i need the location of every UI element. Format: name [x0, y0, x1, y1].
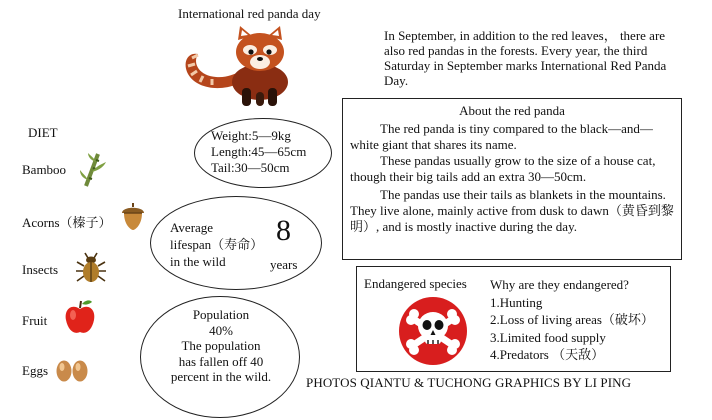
- diet-item-eggs: [22, 363, 48, 379]
- population-text: [160, 307, 282, 385]
- reason-item: 1.Hunting: [490, 294, 543, 310]
- acorn-icon: [119, 201, 147, 231]
- diet-item-bamboo: [22, 162, 66, 178]
- endangered-reasons: [490, 276, 654, 364]
- intro-text: In September, in addition to the red leaves， there are also red pandas in the forests. Every year, the third Saturday in September marks International Red Panda Day.: [384, 28, 667, 88]
- diet-item-acorns: [22, 212, 112, 231]
- about-paragraph-2: These pandas usually grow to the size of a house cat, though their big tails add an extra 30—50cm.: [350, 153, 656, 184]
- population-line-1: The population: [181, 338, 261, 353]
- population-line-2: has fallen off 40: [178, 353, 264, 369]
- lifespan-unit: years: [270, 257, 298, 272]
- stats-text: [211, 128, 306, 176]
- diet-item-label: Bamboo: [22, 162, 67, 177]
- reason-item: 3.Limited food supply: [490, 329, 606, 345]
- lifespan-line-3: in the wild: [170, 254, 226, 269]
- about-paragraph-3: The pandas use their tails as blankets in the mountains. They live alone, mainly active from dusk to dawn（黄昏到黎明）, and is mostly inactive during the day.: [350, 187, 674, 234]
- lifespan-number: 8: [276, 214, 291, 247]
- apple-icon: [63, 298, 97, 336]
- about-title: About the red panda: [459, 103, 565, 118]
- stat-length: Length:45—65cm: [211, 144, 307, 159]
- diet-item-label: Insects: [22, 262, 59, 277]
- lifespan-line-1: Average: [170, 220, 214, 235]
- lifespan-label: [170, 219, 263, 270]
- diet-item-fruit: [22, 313, 47, 329]
- skull-crossbones-icon: [398, 296, 468, 366]
- beetle-icon: [74, 252, 108, 286]
- red-panda-image: [178, 22, 304, 110]
- lifespan-line-2: lifespan（寿命）: [170, 237, 264, 252]
- stat-weight: Weight:5—9kg: [211, 128, 291, 143]
- reason-item: 4.Predators （天敌）: [490, 347, 605, 362]
- reason-item: 2.Loss of living areas（破坏）: [490, 312, 654, 327]
- diet-item-insects: [22, 262, 58, 278]
- eggs-icon: [54, 358, 90, 384]
- diet-item-label: Fruit: [22, 313, 48, 328]
- page-title: International red panda day: [178, 6, 321, 21]
- bamboo-icon: [78, 152, 108, 188]
- diet-item-label: Acorns（榛子）: [22, 215, 112, 230]
- photo-credit: PHOTOS QIANTU & TUCHONG GRAPHICS BY LI PING: [306, 375, 632, 390]
- about-paragraph-1: The red panda is tiny compared to the black—and—white giant that shares its name.: [350, 121, 653, 152]
- endangered-label: Endangered species: [364, 276, 467, 291]
- population-percent: 40%: [209, 322, 233, 338]
- stat-tail: Tail:30—50cm: [211, 160, 290, 175]
- diet-heading: DIET: [28, 125, 58, 140]
- endangered-question: Why are they endangered?: [490, 277, 629, 292]
- diet-item-label: Eggs: [22, 363, 48, 378]
- population-line-3: percent in the wild.: [170, 369, 272, 384]
- population-heading: Population: [192, 307, 250, 322]
